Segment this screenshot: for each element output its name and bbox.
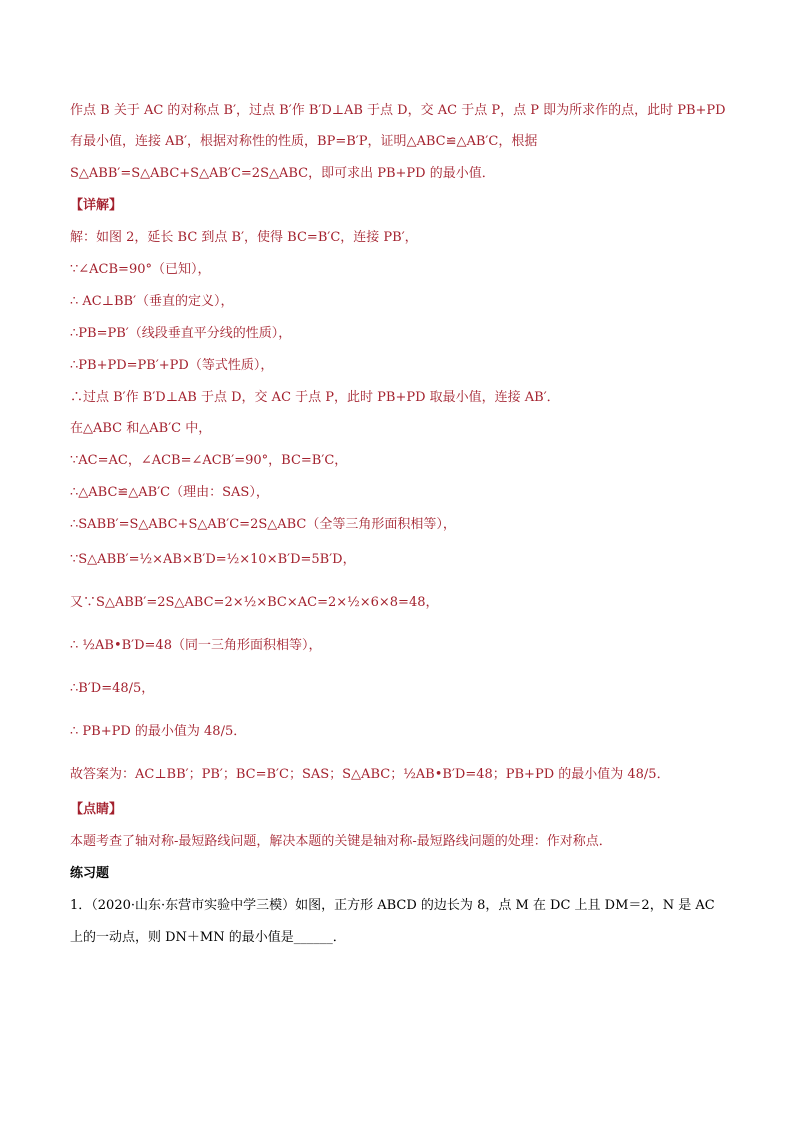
analysis-line-1: 作点 B 关于 AC 的对称点 B′，过点 B′作 B′D⊥AB 于点 D，交 AC 于点 P，点 P 即为所求作的点，此时 PB+PD — [70, 103, 726, 118]
comment-heading: 【点睛】 — [70, 802, 123, 817]
detail-line-15: ∴ PB+PD 的最小值为 48/5． — [70, 724, 247, 739]
exercise-title: 练习题 — [70, 866, 110, 881]
detail-line-11: ∵S△ABB′=½×AB×B′D=½×10×B′D=5B′D， — [70, 552, 356, 567]
detail-line-16: 故答案为：AC⊥BB′；PB′；BC=B′C；SAS；S△ABC；½AB•B′D=48；PB+PD 的最小值为 48/5． — [70, 767, 670, 782]
detail-line-8: ∵AC=AC，∠ACB=∠ACB′=90°，BC=B′C， — [70, 453, 348, 468]
detail-line-9: ∴△ABC≌△AB′C（理由：SAS）， — [70, 485, 269, 500]
detail-line-12: 又∵S△ABB′=2S△ABC=2×½×BC×AC=2×½×6×8=48， — [70, 595, 439, 610]
analysis-line-3: S△ABB′=S△ABC+S△AB′C=2S△ABC，即可求出 PB+PD 的最小值． — [70, 166, 495, 181]
detail-line-1: 解：如图 2，延长 BC 到点 B′，使得 BC=B′C，连接 PB′， — [70, 230, 418, 245]
detail-heading: 【详解】 — [70, 198, 123, 213]
detail-line-14: ∴B′D=48/5， — [70, 681, 155, 696]
exercise-line-2: 上的一动点，则 DN＋MN 的最小值是______． — [70, 930, 346, 945]
detail-line-7: 在△ABC 和△AB′C 中， — [70, 421, 212, 436]
detail-line-10: ∴SABB′=S△ABC+S△AB′C=2S△ABC（全等三角形面积相等）， — [70, 517, 456, 532]
detail-line-5: ∴PB+PD=PB′+PD（等式性质）， — [70, 358, 274, 373]
detail-line-6: ∴过点 B′作 B′D⊥AB 于点 D，交 AC 于点 P，此时 PB+PD 取最小值，连接 AB′． — [70, 390, 560, 405]
analysis-line-2: 有最小值，连接 AB′，根据对称性的性质，BP=B′P，证明△ABC≌△AB′C，根据 — [70, 134, 538, 149]
exercise-line-1: 1．（2020·山东·东营市实验中学三模）如图，正方形 ABCD 的边长为 8，点 M 在 DC 上且 DM＝2，N 是 AC — [70, 898, 715, 913]
detail-line-3: ∴ AC⊥BB′（垂直的定义）， — [70, 294, 234, 309]
detail-line-13: ∴ ½AB•B′D=48（同一三角形面积相等）， — [70, 638, 322, 653]
detail-line-2: ∵∠ACB=90°（已知）， — [70, 262, 211, 277]
comment-text: 本题考查了轴对称-最短路线问题，解决本题的关键是轴对称-最短路线问题的处理：作对称点． — [70, 834, 612, 849]
detail-line-4: ∴PB=PB′（线段垂直平分线的性质）， — [70, 326, 292, 341]
